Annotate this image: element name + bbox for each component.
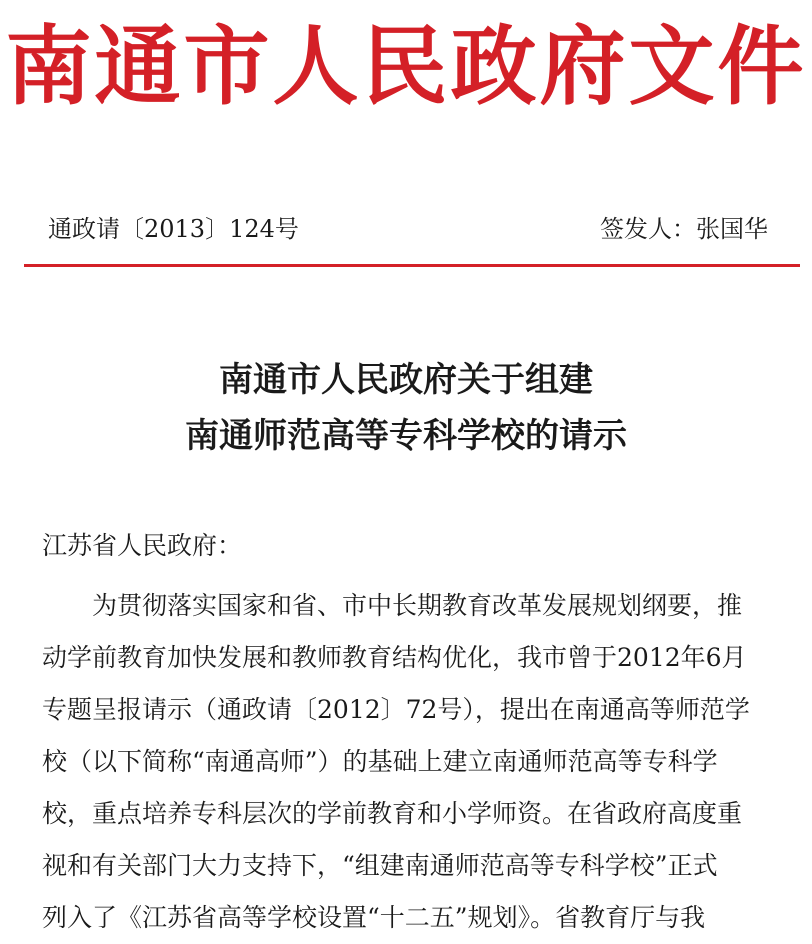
masthead-title: 南通市人民政府文件 <box>5 17 807 117</box>
body-line: 视和有关部门大力支持下，“组建南通师范高等专科学校”正式 <box>42 851 718 880</box>
body-text <box>42 580 802 944</box>
signer: 签发人：张国华 <box>600 215 768 243</box>
document-title-line-1: 南通市人民政府关于组建 <box>219 360 593 400</box>
body-line: 专题呈报请示（通政请〔2012〕72号），提出在南通高等师范学 <box>42 695 750 724</box>
addressee: 江苏省人民政府： <box>42 531 243 560</box>
document-meta-row <box>48 212 768 246</box>
body-line: 为贯彻落实国家和省、市中长期教育改革发展规划纲要，推 <box>92 591 743 620</box>
document-title <box>0 352 812 464</box>
body-line: 校，重点培养专科层次的学前教育和小学师资。在省政府高度重 <box>42 799 743 828</box>
red-separator-rule <box>24 264 800 267</box>
body-line: 校（以下简称“南通高师”）的基础上建立南通师范高等专科学 <box>42 747 718 776</box>
body-line: 列入了《江苏省高等学校设置“十二五”规划》。省教育厅与我 <box>42 903 706 932</box>
document-number: 通政请〔2013〕124号 <box>48 215 299 243</box>
body-line: 动学前教育加快发展和教师教育结构优化，我市曾于2012年6月 <box>42 643 747 672</box>
document-title-line-2: 南通师范高等专科学校的请示 <box>185 416 627 456</box>
